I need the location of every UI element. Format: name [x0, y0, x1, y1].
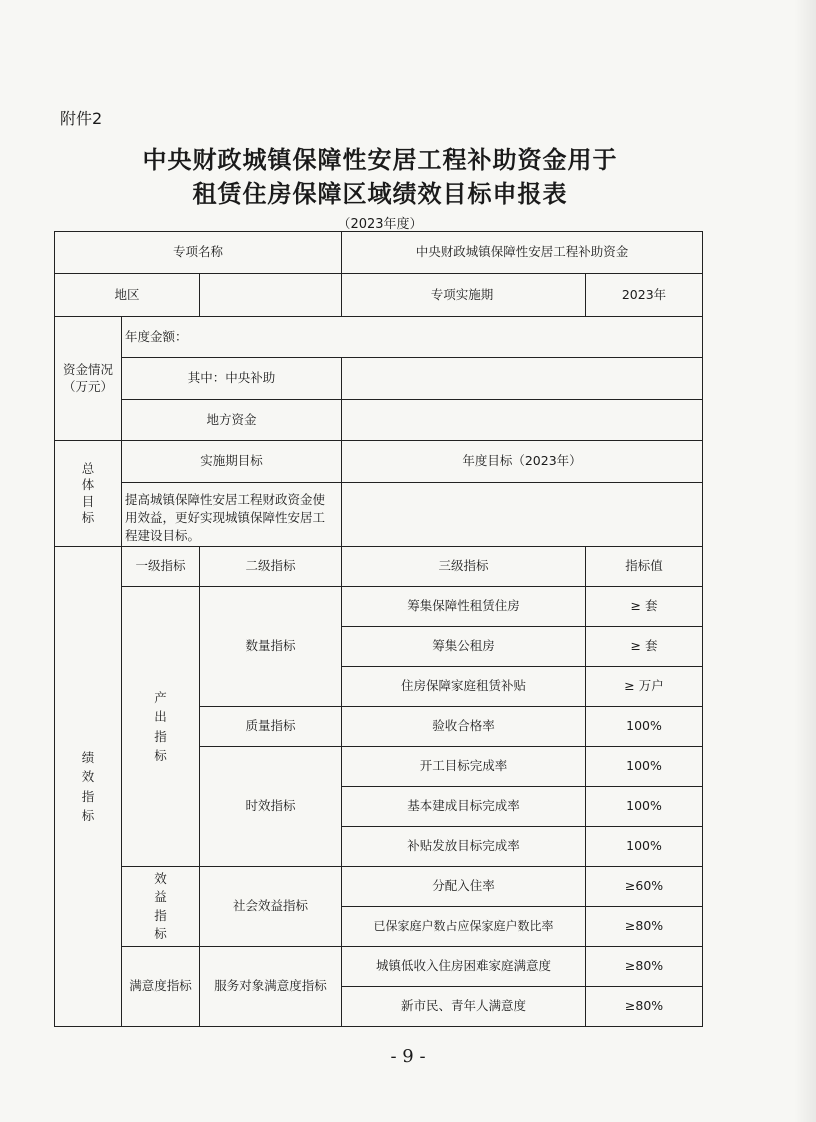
annual-goal-label: 年度目标（2023年） [342, 441, 703, 483]
indicator-row-8 [55, 867, 703, 907]
indicator-value: 100% [586, 747, 703, 787]
service-satisfaction-indicator-label: 服务对象满意度指标 [200, 947, 342, 1027]
indicator-name: 筹集保障性租赁住房 [342, 587, 586, 627]
indicator-value: 100% [586, 707, 703, 747]
indicator-name: 新市民、青年人满意度 [342, 987, 586, 1027]
document-year: （2023年度） [337, 217, 423, 232]
benefit-indicator-label [122, 867, 200, 947]
annual-goal-text [342, 483, 703, 547]
col-level3-header: 三级指标 [342, 547, 586, 587]
indicator-name: 城镇低收入住房困难家庭满意度 [342, 947, 586, 987]
quantity-indicator-label: 数量指标 [200, 587, 342, 707]
funds-annual-row [55, 317, 703, 358]
performance-target-form [54, 231, 703, 1027]
col-level2-header: 二级指标 [200, 547, 342, 587]
document-title-line2: 租赁住房保障区域绩效目标申报表 [192, 179, 568, 208]
indicator-value: ≥80% [586, 947, 703, 987]
funds-local-label: 地方资金 [122, 400, 342, 441]
indicator-row-10 [55, 947, 703, 987]
indicator-name: 补贴发放目标完成率 [342, 827, 586, 867]
period-goal-text: 提高城镇保障性安居工程财政资金使用效益，更好实现城镇保障性安居工程建设目标。 [122, 483, 342, 547]
project-name-label: 专项名称 [55, 232, 342, 274]
indicator-value: ≥ 套 [586, 627, 703, 667]
project-name-row [55, 232, 703, 274]
funds-central-label: 其中：中央补助 [122, 358, 342, 400]
indicator-name: 开工目标完成率 [342, 747, 586, 787]
indicators-section-text: 绩效指标 [81, 749, 95, 823]
funds-central-row [55, 358, 703, 400]
indicators-section-label [55, 547, 122, 1027]
social-benefit-indicator-label: 社会效益指标 [200, 867, 342, 947]
benefit-indicator-text: 效益指标 [154, 871, 167, 941]
indicator-value: 100% [586, 787, 703, 827]
period-value: 2023年 [586, 274, 703, 317]
output-indicator-label [122, 587, 200, 867]
indicator-row-1 [55, 587, 703, 627]
indicator-value: ≥60% [586, 867, 703, 907]
indicator-name: 已保家庭户数占应保家庭户数比率 [342, 907, 586, 947]
indicator-value: ≥80% [586, 907, 703, 947]
region-value [200, 274, 342, 317]
region-period-row [55, 274, 703, 317]
project-name-value: 中央财政城镇保障性安居工程补助资金 [342, 232, 703, 274]
funds-section-label: 资金情况（万元） [55, 317, 122, 441]
output-indicator-text: 产出指标 [154, 689, 167, 763]
indicator-value: 100% [586, 827, 703, 867]
funds-annual-label: 年度金额： [122, 317, 703, 358]
period-goal-label: 实施期目标 [122, 441, 342, 483]
page-number: - 9 - [390, 1046, 426, 1067]
funds-central-value [342, 358, 703, 400]
indicator-value: ≥ 万户 [586, 667, 703, 707]
indicator-name: 住房保障家庭租赁补贴 [342, 667, 586, 707]
region-label: 地区 [55, 274, 200, 317]
timeliness-indicator-label: 时效指标 [200, 747, 342, 867]
goals-header-row [55, 441, 703, 483]
col-value-header: 指标值 [586, 547, 703, 587]
page-edge-shadow [794, 0, 816, 1122]
funds-local-value [342, 400, 703, 441]
funds-local-row [55, 400, 703, 441]
indicator-value: ≥ 套 [586, 587, 703, 627]
attachment-label: 附件2 [60, 109, 103, 128]
satisfaction-indicator-label: 满意度指标 [122, 947, 200, 1027]
quality-indicator-label: 质量指标 [200, 707, 342, 747]
indicator-value: ≥80% [586, 987, 703, 1027]
indicator-name: 筹集公租房 [342, 627, 586, 667]
goals-section-label [55, 441, 122, 547]
indicator-name: 验收合格率 [342, 707, 586, 747]
goals-section-text: 总体目标 [81, 461, 95, 525]
period-label: 专项实施期 [342, 274, 586, 317]
indicator-name: 基本建成目标完成率 [342, 787, 586, 827]
document-title-line1: 中央财政城镇保障性安居工程补助资金用于 [142, 145, 618, 174]
indicator-name: 分配入住率 [342, 867, 586, 907]
col-level1-header: 一级指标 [122, 547, 200, 587]
goals-content-row [55, 483, 703, 547]
indicators-header-row [55, 547, 703, 587]
